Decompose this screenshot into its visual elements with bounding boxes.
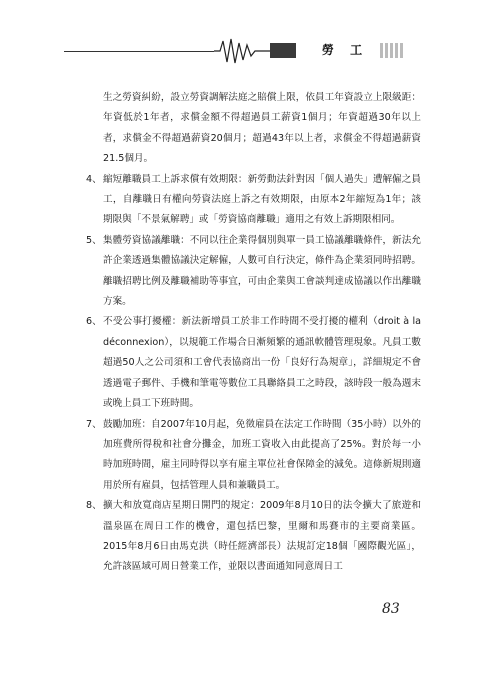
- header-title: 勞 工: [321, 43, 369, 57]
- list-item-8: [86, 496, 421, 578]
- list-item-text: 集體勞資協議離職：不同以往企業得個別與單一員工協議離職條件，新法允許企業透過集體協議決定解僱，人數可自行決定，條件為企業須同時招聘。離職招聘比例及離職補助等事宜，可由企業與工會談判達成協議以作出離職方案。: [103, 234, 421, 308]
- page-number: 83: [382, 601, 400, 617]
- list-item-7: [86, 415, 421, 497]
- list-item-text: 縮短離職員工上訴求償有效期限：新勞動法針對因「個人過失」遭解僱之員工，自離職日有權向勞資法庭上訴之有效期限，由原本2年縮短為1年；該期限與「不景氣解聘」或「勞資協商離職」適用之有效上訴期限相同。: [103, 173, 421, 226]
- body-text: [86, 88, 421, 578]
- header-rule: [64, 51, 214, 52]
- list-item-5: [86, 231, 421, 313]
- continuation-paragraph: 生之勞資糾紛，設立勞資調解法庭之賠償上限，依員工年資設立上限級距：年資低於1年者，求償金額不得超過員工薪資1個月；年資超過30年以上者，求償金不得超過薪資20個月；超過43年以上者，求償金不得超過薪資21.5個月。: [103, 92, 421, 165]
- heartbeat-wave-icon: [214, 36, 274, 66]
- list-item-text: 鼓勵加班：自2007年10月起，免徵雇員在法定工作時間（35小時）以外的加班費所得稅和社會分攤金，加班工資收入由此提高了25%。對於每一小時加班時間，雇主同時得以享有雇主單位社會保障金的減免。這條新規則適用於所有雇員，包括管理人員和兼職員工。: [103, 418, 421, 491]
- list-item-6: [86, 312, 421, 414]
- list-item-4: [86, 170, 421, 231]
- list-item-number: 4、: [86, 173, 102, 185]
- list-item-number: 8、: [86, 500, 102, 512]
- list-item-text: 擴大和放寬商店星期日開門的規定：2009年8月10日的法令擴大了旅遊和溫泉區在周日工作的機會，還包括巴黎，里爾和馬賽市的主要商業區。2015年8月6日由馬克洪（時任經濟部長）法規訂定18個「國際觀光區」，允許該區域可周日營業工作，並限以書面通知同意周日工: [103, 500, 421, 573]
- list-item-number: 5、: [86, 234, 102, 246]
- list-item-text: 不受公事打擾權：新法新增員工於非工作時間不受打擾的權利（droit à la déconnexion），以規範工作場合日漸頻繁的通訊軟體管理現象。凡員工數超過50人之公司須和工會代表協商出一份「良好行為規章」，詳細規定不會透過電子郵件、手機和筆電等數位工具聯絡員工之時段，該時段一般為週末或晚上員工下班時間。: [103, 316, 421, 410]
- list-item-number: 7、: [86, 418, 102, 430]
- list-item-number: 6、: [86, 316, 102, 328]
